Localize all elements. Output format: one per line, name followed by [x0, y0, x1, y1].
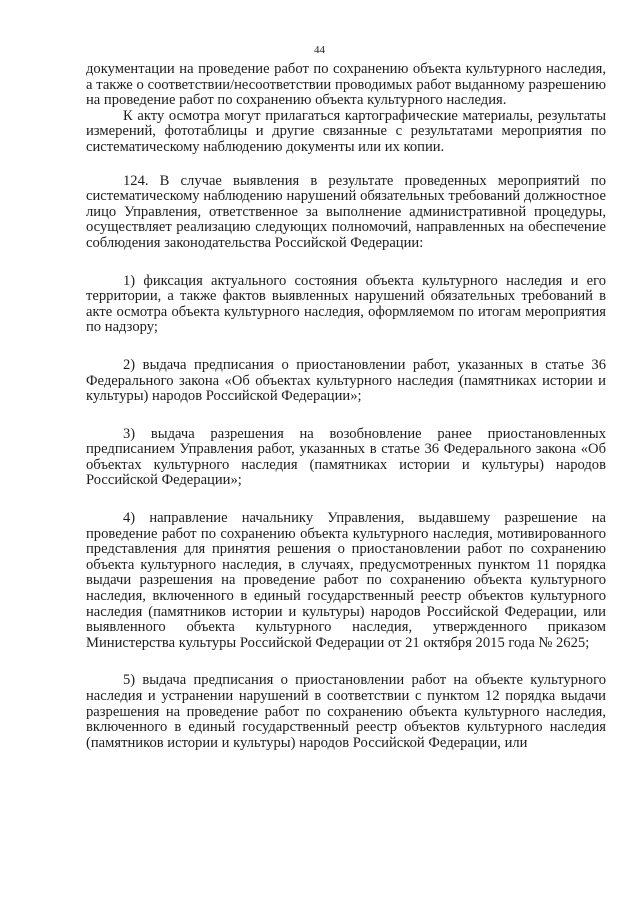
list-item-5: 5) выдача предписания о приостановлении работ на объекте культурного наследия и устранении нарушений в соответствии с пунктом 12 порядка выдачи разрешения на проведение работ по сохранению объекта культурного наследия, включенного в единый государственный реестр объектов культурного наследия (памятников истории и культуры) народов Российской Федерации, или: [86, 672, 606, 751]
paragraph-item-124: 124. В случае выявления в результате проведенных мероприятий по систематическому наблюдению нарушений обязательных требований должностное лицо Управления, ответственное за выполнение административной процедуры, осуществляет реализацию следующих полномочий, направленных на обеспечение соблюдения законодательства Российской Федерации:: [86, 172, 606, 251]
document-body: [86, 62, 606, 751]
list-item-2: 2) выдача предписания о приостановлении работ, указанных в статье 36 Федерального закона «Об объектах культурного наследия (памятниках истории и культуры) народов Российской Федерации»;: [86, 356, 606, 405]
list-item-4: 4) направление начальнику Управления, выдавшему разрешение на проведение работ по сохранению объекта культурного наследия, мотивированного представления для принятия решения о приостановлении работ по сохранению объекта культурного наследия, в случаях, предусмотренных пунктом 11 порядка выдачи разрешения на проведение работ по сохранению объекта культурного наследия, включенного в единый государственный реестр объектов культурного наследия (памятников истории и культуры) народов Российской Федерации, или выявленного объекта культурного наследия, утвержденного приказом Министерства культуры Российской Федерации от 21 октября 2015 года № 2625;: [86, 510, 606, 651]
paragraph-attachments: К акту осмотра могут прилагаться картографические материалы, результаты измерений, фототаблицы и другие связанные с результатами мероприятия по систематическому наблюдению документы или их копии.: [86, 107, 606, 155]
list-item-3: 3) выдача разрешения на возобновление ранее приостановленных предписанием Управления работ, указанных в статье 36 Федерального закона «Об объектах культурного наследия (памятниках истории и культуры) народов Российской Федерации»;: [86, 425, 606, 489]
list-item-1: 1) фиксация актуального состояния объекта культурного наследия и его территории, а также фактов выявленных нарушений обязательных требований в акте осмотра объекта культурного наследия, оформляемом по итогам мероприятия по надзору;: [86, 272, 606, 336]
page-number: 44: [314, 44, 325, 56]
paragraph-continuation: документации на проведение работ по сохранению объекта культурного наследия, а также о соответствии/несоответствии проводимых работ выданному разрешению на проведение работ по сохранению объекта культурного наследия.: [86, 61, 606, 109]
